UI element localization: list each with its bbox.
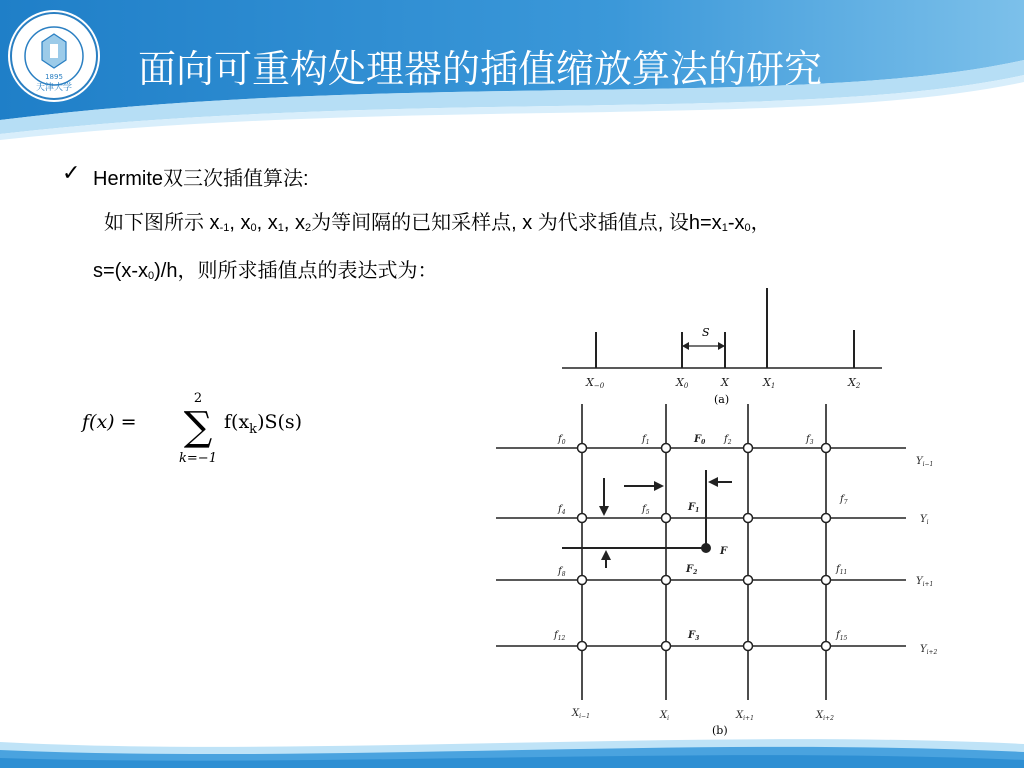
label-x1: X1 (763, 376, 776, 390)
sum-lower-limit: k=−1 (179, 451, 217, 466)
node-f8: $f_8$ (558, 566, 566, 578)
node-f1: $f_1$ (642, 434, 650, 446)
figure-b-grid (496, 402, 956, 742)
node-f4: $f_4$ (558, 504, 566, 516)
node-f0: $f_0$ (558, 434, 566, 446)
bullet-heading: Hermite双三次插值算法: (93, 168, 309, 190)
university-seal-icon (6, 8, 102, 104)
sum-symbol: ∑ (183, 404, 213, 450)
node-f15: $f_{15}$ (836, 630, 848, 642)
footer-wave (0, 718, 1024, 768)
point-F: F (720, 546, 728, 557)
row-y-i+2: $Y_{i+2}$ (920, 644, 938, 656)
label-x: X (721, 376, 729, 389)
node-f11: $f_{11}$ (836, 564, 848, 576)
col-x-i-1: $X_{i-1}$ (572, 708, 590, 720)
label-x-minus0: X−0 (586, 376, 605, 390)
col-x-i: $X_i$ (660, 710, 670, 722)
node-f5: $f_5$ (642, 504, 650, 516)
spacing-label: S (702, 326, 710, 339)
label-x0: X0 (676, 376, 689, 390)
row-y-i+1: $Y_{i+1}$ (916, 576, 934, 588)
col-x-i+2: $X_{i+2}$ (816, 710, 834, 722)
point-F1: $F_1$ (688, 502, 700, 514)
interpolation-formula (80, 380, 350, 470)
node-f12: $f_{12}$ (554, 630, 566, 642)
description-line-2: $s=(x-x_0)/h$，则所求插值点的表达式为： (93, 260, 438, 282)
sum-upper-limit: 2 (193, 391, 203, 406)
caption-a: (a) (714, 393, 730, 406)
row-y-i: $Y_i$ (920, 514, 929, 526)
formula-term: $f(x_k)S(s)$ (224, 411, 303, 437)
caption-b: (b) (712, 724, 728, 737)
formula-lhs: f(x) = (82, 411, 137, 433)
footer-background (0, 718, 1024, 768)
col-x-i+1: $X_{i+1}$ (736, 710, 754, 722)
point-F0: $F_0$ (694, 434, 706, 446)
node-f2: $f_2$ (724, 434, 732, 446)
page-title: 面向可重构处理器的插值缩放算法的研究 (138, 47, 823, 91)
description-line-1: 如下图所示 $x_{-1}$, $x_0$, $x_1$, $x_2$为等间隔的已知采样点, x 为代求插值点, 设$h=x_1-x_0$， (104, 212, 771, 234)
row-y-i-1: $Y_{i-1}$ (916, 456, 934, 468)
node-f3: $f_3$ (806, 434, 814, 446)
checkmark-icon: ✓ (62, 160, 81, 185)
node-f7: $f_7$ (840, 494, 848, 506)
seal-script: 天津大学 (35, 83, 73, 93)
figure-a-sample-points (556, 286, 886, 406)
header-banner (0, 0, 1024, 140)
label-x2: X2 (848, 376, 861, 390)
point-F2: $F_2$ (686, 564, 698, 576)
seal-year: 1895 (45, 73, 63, 81)
point-F3: $F_3$ (688, 630, 700, 642)
